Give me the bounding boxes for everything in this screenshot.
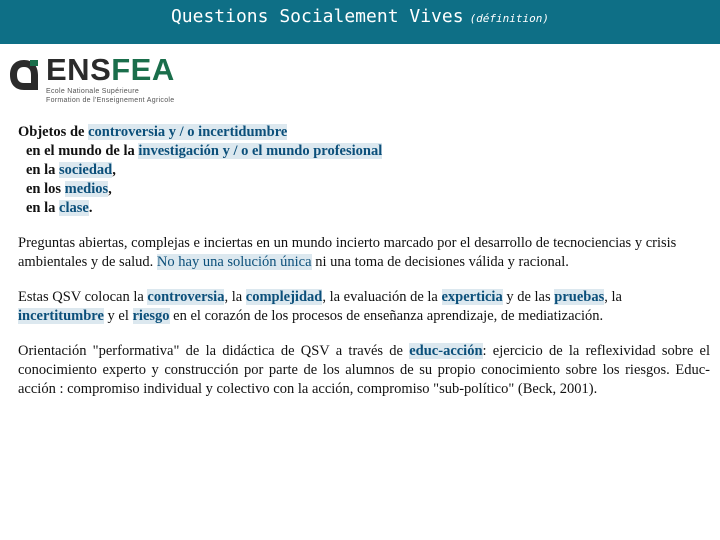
text: Estas QSV colocan la	[18, 289, 148, 305]
highlight: medios	[64, 181, 109, 197]
logo-tagline-1: Ecole Nationale Supérieure	[46, 88, 140, 95]
slide-subtitle: (définition)	[469, 12, 550, 25]
logo-tagline-2: Formation de l'Enseignement Agricole	[46, 97, 175, 104]
slide-body	[18, 123, 710, 399]
text: , la	[604, 289, 622, 305]
text: en la	[26, 162, 60, 178]
highlight: controversia	[147, 289, 225, 305]
text: , la evaluación de la	[322, 289, 442, 305]
text: ni una toma de decisiones válida y racional.	[311, 254, 569, 270]
text: en los	[26, 181, 65, 197]
objects-list	[18, 123, 710, 218]
paragraph-open-questions	[18, 234, 710, 272]
highlight: clase	[59, 200, 89, 216]
highlight: No hay una solución única	[156, 254, 312, 270]
highlight: educ-acción	[409, 343, 483, 359]
text: : ejercicio de la reflexividad sobre el conocimiento experto y construcción por parte de los alumnos de su propio conocimiento sobre los riesgos. Educ-acción : compromiso individual y colectivo con la acción, compromiso "sub-político" (Beck, 2001).	[18, 343, 710, 397]
objects-line-5	[18, 199, 710, 218]
highlight: pruebas	[554, 289, 605, 305]
highlight: experticia	[441, 289, 503, 305]
text: .	[88, 200, 93, 216]
text: en el corazón de los procesos de enseñanza aprendizaje, de mediatización.	[169, 308, 604, 324]
title-bar	[0, 0, 720, 44]
logo-wordmark-fea: FEA	[111, 52, 175, 87]
highlight: controversia y / o incertidumbre	[88, 124, 288, 140]
logo-wordmark-ens: ENS	[46, 52, 112, 87]
text: Objetos de	[18, 124, 89, 140]
text: , la	[224, 289, 246, 305]
highlight: riesgo	[132, 308, 170, 324]
objects-line-1	[18, 123, 710, 142]
logo-wordmark	[46, 52, 175, 88]
objects-line-2	[18, 142, 710, 161]
text: ,	[112, 162, 116, 178]
highlight: sociedad	[59, 162, 113, 178]
text: ,	[108, 181, 112, 197]
paragraph-qsv-place	[18, 288, 710, 326]
text: Preguntas abiertas, complejas e inciertas en un mundo incierto marcado por el desarrollo de tecnociencias y crisis ambientales y de salud.	[18, 235, 677, 270]
highlight: incertitumbre	[18, 308, 104, 324]
text: Orientación "performativa" de la didáctica de QSV a través de	[18, 343, 410, 359]
ensfea-logo-mark-icon	[8, 58, 40, 92]
slide-title-text: Questions Socialement Vives	[170, 6, 464, 27]
text: y de las	[502, 289, 555, 305]
slide-title	[0, 6, 720, 27]
objects-line-4	[18, 180, 710, 199]
text: y el	[103, 308, 133, 324]
highlight: complejidad	[245, 289, 323, 305]
highlight: investigación y / o el mundo profesional	[138, 143, 383, 159]
text: en la	[26, 200, 60, 216]
paragraph-performative	[18, 342, 710, 399]
objects-line-3	[18, 161, 710, 180]
text: en el mundo de la	[26, 143, 139, 159]
ensfea-logo	[4, 52, 176, 114]
